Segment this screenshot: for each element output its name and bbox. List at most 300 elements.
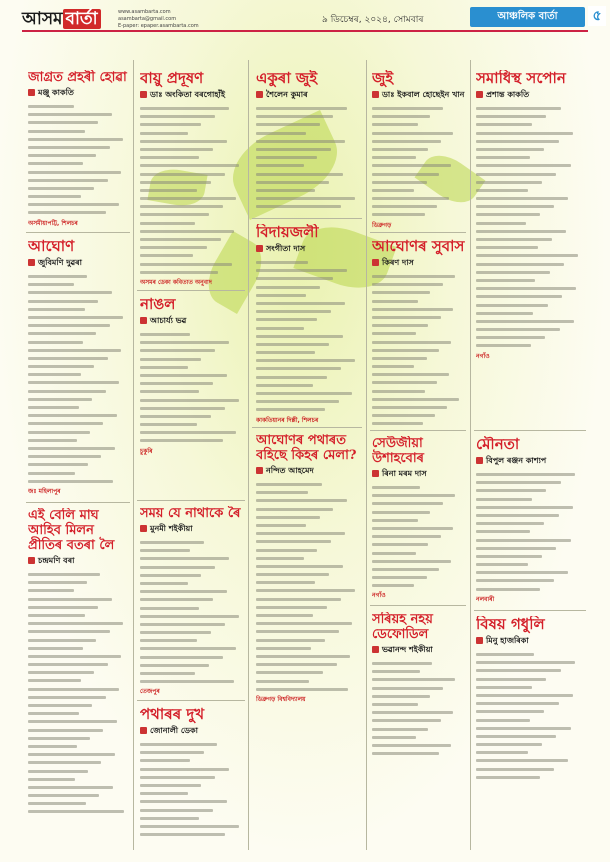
poem-line — [372, 533, 466, 541]
poem-line — [372, 412, 466, 420]
poem-line — [256, 259, 362, 267]
pen-icon — [140, 727, 147, 734]
masthead — [0, 0, 610, 38]
poem-line — [140, 815, 246, 823]
article-author: বিপুল ৰঞ্জন কাশ্যপ — [476, 455, 586, 468]
poem-body — [256, 259, 362, 415]
poem-body — [372, 273, 466, 428]
poem-line — [256, 308, 362, 316]
poem-line — [28, 177, 130, 185]
poem-line — [28, 718, 130, 726]
poem-line — [140, 413, 246, 421]
poem-line — [372, 693, 466, 701]
article-title[interactable]: বায়ু প্ৰদূষণ — [140, 70, 204, 87]
poem-line — [476, 659, 586, 667]
poem-line — [28, 185, 130, 193]
poem-line — [28, 193, 130, 201]
poem-line — [476, 512, 586, 520]
poem-line — [256, 571, 362, 579]
poem-line — [476, 146, 586, 154]
row-divider — [252, 218, 362, 219]
poem-line — [140, 146, 246, 154]
poem-line — [372, 676, 466, 684]
poem-line — [476, 211, 586, 219]
poem-line — [372, 162, 466, 170]
poem-line — [28, 461, 130, 469]
poem-line — [140, 113, 246, 121]
poem-line — [256, 497, 362, 505]
poem-line — [476, 310, 586, 318]
pen-icon — [28, 259, 35, 266]
poem-line — [256, 138, 362, 146]
article-a12[interactable] — [372, 238, 466, 428]
poem-body — [476, 651, 586, 782]
article-title[interactable]: সেউজীয়া উশাহবোৰ — [372, 436, 424, 466]
poem-line — [28, 800, 130, 808]
poem-line — [372, 582, 466, 590]
poem-body — [140, 741, 246, 839]
poem-line — [256, 292, 362, 300]
article-signature: অসমৰ ডেকা কবিতাত অনুবাদ — [140, 278, 212, 286]
poem-line — [256, 563, 362, 571]
poem-line — [256, 390, 362, 398]
article-a3[interactable] — [28, 508, 130, 853]
poem-line — [256, 587, 362, 595]
article-signature: অসমীয়াপট্টি, শিলচৰ — [28, 219, 78, 227]
poem-line — [476, 537, 586, 545]
article-title[interactable]: জাগ্ৰত প্ৰহৰী হোৱা — [28, 70, 127, 85]
article-a11[interactable] — [372, 70, 466, 230]
poem-line — [372, 709, 466, 717]
row-divider — [137, 290, 245, 291]
article-title[interactable]: এই বেলি মাঘ আহিব মিলন প্ৰীতিৰ বতৰা লৈ — [28, 508, 115, 553]
poem-line — [372, 281, 466, 289]
poem-line — [256, 325, 362, 333]
article-title[interactable]: আঘোণৰ পথাৰত বহিছে কিহৰ মেলা? — [256, 433, 357, 463]
poem-line — [372, 550, 466, 558]
poem-line — [372, 138, 466, 146]
poem-line — [140, 372, 246, 380]
poem-line — [256, 596, 362, 604]
poem-line — [28, 596, 130, 604]
poem-line — [28, 281, 130, 289]
poem-line — [476, 285, 586, 293]
poem-line — [256, 316, 362, 324]
poem-line — [372, 717, 466, 725]
article-author: নন্দিত আহমেদ — [256, 465, 362, 478]
poem-line — [28, 808, 130, 816]
poem-line — [140, 782, 246, 790]
site-info: www.asambarta.com asambarta@gmail.com E-paper: epaper.asambarta.com — [118, 9, 199, 29]
poem-line — [476, 749, 586, 757]
poem-line — [256, 284, 362, 292]
poem-line — [28, 677, 130, 685]
poem-line — [140, 228, 246, 236]
poem-line — [476, 545, 586, 553]
poem-line — [140, 588, 246, 596]
poem-line — [256, 113, 362, 121]
poem-line — [28, 379, 130, 387]
poem-line — [256, 686, 362, 694]
poem-line — [476, 113, 586, 121]
section-tab[interactable]: আঞ্চলিক বাৰ্তা — [470, 7, 585, 27]
poem-line — [28, 661, 130, 669]
poem-line — [140, 331, 246, 339]
poem-line — [256, 678, 362, 686]
pen-icon — [372, 470, 379, 477]
poem-line — [28, 371, 130, 379]
poem-line — [140, 171, 246, 179]
poem-line — [476, 334, 586, 342]
poem-line — [28, 298, 130, 306]
poem-line — [28, 420, 130, 428]
poem-line — [476, 293, 586, 301]
poem-line — [476, 261, 586, 269]
poem-line — [140, 605, 246, 613]
article-title[interactable]: মৌনতা — [476, 436, 520, 453]
poem-line — [28, 710, 130, 718]
poem-line — [372, 322, 466, 330]
poem-line — [372, 734, 466, 742]
poem-line — [28, 111, 130, 119]
poem-line — [476, 220, 586, 228]
poem-line — [372, 121, 466, 129]
poem-line — [476, 553, 586, 561]
article-a4[interactable] — [140, 70, 246, 288]
poem-body — [256, 481, 362, 694]
poem-line — [140, 211, 246, 219]
poem-line — [140, 339, 246, 347]
article-title[interactable]: জুই — [372, 70, 394, 87]
poem-line — [476, 766, 586, 774]
poem-line — [28, 169, 130, 177]
poem-line — [476, 667, 586, 675]
article-author: মঞ্জু কাকতি — [28, 87, 130, 100]
poem-line — [372, 379, 466, 387]
poem-line — [28, 620, 130, 628]
poem-line — [476, 138, 586, 146]
poem-line — [256, 506, 362, 514]
article-title[interactable]: নাঙল — [140, 296, 176, 313]
poem-line — [140, 539, 246, 547]
article-author: কিৰণ দাস — [372, 257, 466, 270]
article-a14[interactable] — [372, 612, 466, 853]
pen-icon — [140, 317, 147, 324]
poem-line — [28, 363, 130, 371]
poem-line — [372, 668, 466, 676]
poem-line — [140, 269, 246, 277]
poem-line — [372, 484, 466, 492]
pen-icon — [476, 637, 483, 644]
poem-line — [140, 347, 246, 355]
poem-line — [372, 347, 466, 355]
poem-line — [476, 252, 586, 260]
poem-line — [28, 330, 130, 338]
poem-line — [28, 784, 130, 792]
pen-icon — [476, 457, 483, 464]
poem-line — [476, 741, 586, 749]
poem-line — [140, 749, 246, 757]
poem-line — [28, 289, 130, 297]
poem-line — [372, 314, 466, 322]
pen-icon — [372, 646, 379, 653]
poem-line — [256, 349, 362, 357]
poem-line — [28, 201, 130, 209]
poem-line — [140, 162, 246, 170]
row-divider — [370, 430, 466, 431]
poem-line — [256, 162, 362, 170]
poem-line — [476, 269, 586, 277]
poem-line — [256, 154, 362, 162]
article-author: ভৱানন্দ শইকীয়া — [372, 644, 466, 657]
article-a17[interactable] — [476, 616, 586, 853]
poem-line — [256, 489, 362, 497]
column-divider — [470, 60, 471, 850]
poem-line — [372, 500, 466, 508]
poem-line — [28, 604, 130, 612]
article-title[interactable]: সমাধিস্থ সপোন — [476, 70, 566, 87]
poem-line — [476, 236, 586, 244]
poem-line — [372, 113, 466, 121]
poem-line — [28, 743, 130, 751]
poem-line — [28, 702, 130, 710]
poem-line — [476, 277, 586, 285]
poem-line — [140, 187, 246, 195]
poem-line — [140, 547, 246, 555]
poem-line — [256, 130, 362, 138]
poem-line — [476, 717, 586, 725]
poem-line — [256, 267, 362, 275]
header-rule — [22, 30, 588, 32]
article-a10[interactable] — [256, 433, 362, 853]
poem-line — [28, 209, 130, 217]
pen-icon — [476, 91, 483, 98]
poem-line — [256, 275, 362, 283]
article-title[interactable]: আঘোণ — [28, 238, 75, 255]
poem-line — [476, 326, 586, 334]
poem-line — [28, 396, 130, 404]
poem-line — [476, 692, 586, 700]
poem-line — [372, 130, 466, 138]
poem-line — [28, 669, 130, 677]
poem-line — [28, 355, 130, 363]
pen-icon — [140, 525, 147, 532]
poem-line — [140, 364, 246, 372]
article-a8[interactable] — [256, 70, 362, 216]
poem-body — [28, 273, 130, 486]
article-signature: ডিব্ৰুগড় — [372, 221, 392, 229]
poem-line — [476, 561, 586, 569]
poem-line — [476, 302, 586, 310]
poem-line — [372, 660, 466, 668]
article-author: জোনালী ডেকা — [140, 725, 246, 738]
poem-line — [476, 774, 586, 782]
poem-line — [256, 146, 362, 154]
poem-line — [476, 569, 586, 577]
column-divider — [248, 60, 249, 850]
poem-line — [476, 342, 586, 350]
article-title[interactable]: বিদায়জলী — [256, 224, 319, 241]
pen-icon — [372, 259, 379, 266]
poem-line — [140, 397, 246, 405]
poem-line — [28, 759, 130, 767]
article-signature: নলবাৰী — [476, 595, 495, 603]
poem-line — [140, 244, 246, 252]
poem-line — [140, 138, 246, 146]
row-divider — [370, 232, 466, 233]
poem-line — [140, 130, 246, 138]
poem-line — [140, 645, 246, 653]
article-author: আচাৰ্য্য ভৱ — [140, 315, 246, 328]
article-a15[interactable] — [476, 70, 586, 427]
poem-line — [372, 339, 466, 347]
article-author: ডাঃ ইকবাল হোছেইন খান — [372, 89, 466, 102]
poem-line — [372, 273, 466, 281]
poem-line — [476, 187, 586, 195]
poem-line — [372, 541, 466, 549]
poem-line — [476, 676, 586, 684]
poem-line — [476, 708, 586, 716]
poem-line — [28, 686, 130, 694]
poem-line — [256, 645, 362, 653]
poem-line — [28, 273, 130, 281]
article-a1[interactable] — [28, 70, 130, 230]
article-author: মুনমী শইকীয়া — [140, 523, 246, 536]
pen-icon — [256, 91, 263, 98]
poem-line — [256, 203, 362, 211]
article-a6[interactable] — [140, 506, 246, 698]
poem-line — [256, 653, 362, 661]
poem-line — [372, 363, 466, 371]
poem-line — [476, 496, 586, 504]
article-author: প্ৰশান্ত কাকতি — [476, 89, 586, 102]
poem-line — [140, 179, 246, 187]
article-a13[interactable] — [372, 436, 466, 603]
article-a2[interactable] — [28, 238, 130, 500]
newspaper-logo[interactable]: আসম বাৰ্তা — [22, 6, 101, 34]
poem-line — [372, 396, 466, 404]
poem-line — [476, 179, 586, 187]
poem-line — [372, 525, 466, 533]
article-a16[interactable] — [476, 436, 586, 608]
article-title[interactable]: সময় যে নাথাকে ৰৈ — [140, 506, 241, 521]
poem-line — [372, 404, 466, 412]
article-title[interactable]: বিষয় গধুলি — [476, 616, 545, 633]
poem-line — [256, 300, 362, 308]
article-title[interactable]: একুৰা জুই — [256, 70, 318, 87]
poem-line — [28, 339, 130, 347]
poem-line — [372, 726, 466, 734]
article-title[interactable]: পথাৰৰ দুখ — [140, 706, 205, 723]
poem-line — [256, 538, 362, 546]
poem-line — [28, 637, 130, 645]
poem-line — [372, 203, 466, 211]
poem-line — [476, 171, 586, 179]
poem-line — [28, 768, 130, 776]
article-a9[interactable] — [256, 224, 362, 424]
article-signature: চুকুৰি — [140, 447, 153, 455]
poem-line — [28, 587, 130, 595]
poem-body — [372, 105, 466, 220]
poem-body — [372, 660, 466, 758]
column-divider — [366, 60, 367, 850]
article-author: ডাঃ অংকিতা বৰগোহাঁই — [140, 89, 246, 102]
issue-date: ৯ ডিচেম্বৰ, ২০২৪, সোমবাৰ — [322, 15, 424, 25]
poem-line — [476, 504, 586, 512]
poem-line — [28, 160, 130, 168]
article-signature: নগাঁও — [476, 352, 490, 360]
poem-line — [140, 105, 246, 113]
poem-line — [140, 654, 246, 662]
poem-line — [140, 195, 246, 203]
poem-line — [372, 509, 466, 517]
poem-line — [28, 470, 130, 478]
poem-line — [372, 211, 466, 219]
poem-line — [372, 355, 466, 363]
poem-line — [372, 330, 466, 338]
poem-line — [372, 517, 466, 525]
poem-line — [140, 405, 246, 413]
poem-line — [476, 195, 586, 203]
poem-line — [476, 162, 586, 170]
poem-line — [28, 103, 130, 111]
poem-line — [476, 487, 586, 495]
poem-line — [256, 669, 362, 677]
article-signature: জঃ মহিলাপুৰ — [28, 487, 61, 495]
article-signature: কাকতিয়ানৰ দিল্লী, শিলচৰ — [256, 416, 319, 424]
poem-line — [256, 555, 362, 563]
poem-line — [256, 333, 362, 341]
poem-line — [372, 179, 466, 187]
poem-line — [256, 579, 362, 587]
poem-line — [140, 798, 246, 806]
poem-body — [28, 103, 130, 218]
poem-line — [372, 420, 466, 428]
poem-line — [28, 404, 130, 412]
article-a5[interactable] — [140, 296, 246, 498]
poem-line — [140, 121, 246, 129]
poem-line — [140, 774, 246, 782]
row-divider — [474, 610, 586, 611]
poem-line — [140, 823, 246, 831]
poem-line — [28, 735, 130, 743]
poem-line — [372, 742, 466, 750]
poem-line — [476, 203, 586, 211]
article-author: ৰিনা মৰম দাস — [372, 468, 466, 481]
poem-line — [372, 289, 466, 297]
poem-line — [256, 121, 362, 129]
row-divider — [370, 605, 466, 606]
article-a7[interactable] — [140, 706, 246, 853]
poem-body — [372, 484, 466, 590]
poem-line — [28, 388, 130, 396]
poem-line — [256, 382, 362, 390]
pen-icon — [372, 91, 379, 98]
row-divider — [26, 502, 130, 503]
poem-line — [28, 136, 130, 144]
poem-line — [476, 684, 586, 692]
poem-body — [28, 571, 130, 817]
article-title[interactable]: আঘোণৰ সুবাস — [372, 238, 465, 255]
poem-line — [476, 733, 586, 741]
poem-line — [476, 757, 586, 765]
article-title[interactable]: সৰিয়হ নহয় ডেফোডিল — [372, 612, 433, 642]
poem-line — [140, 621, 246, 629]
poem-line — [256, 612, 362, 620]
poem-line — [256, 514, 362, 522]
poem-body — [140, 539, 246, 686]
poem-line — [372, 566, 466, 574]
